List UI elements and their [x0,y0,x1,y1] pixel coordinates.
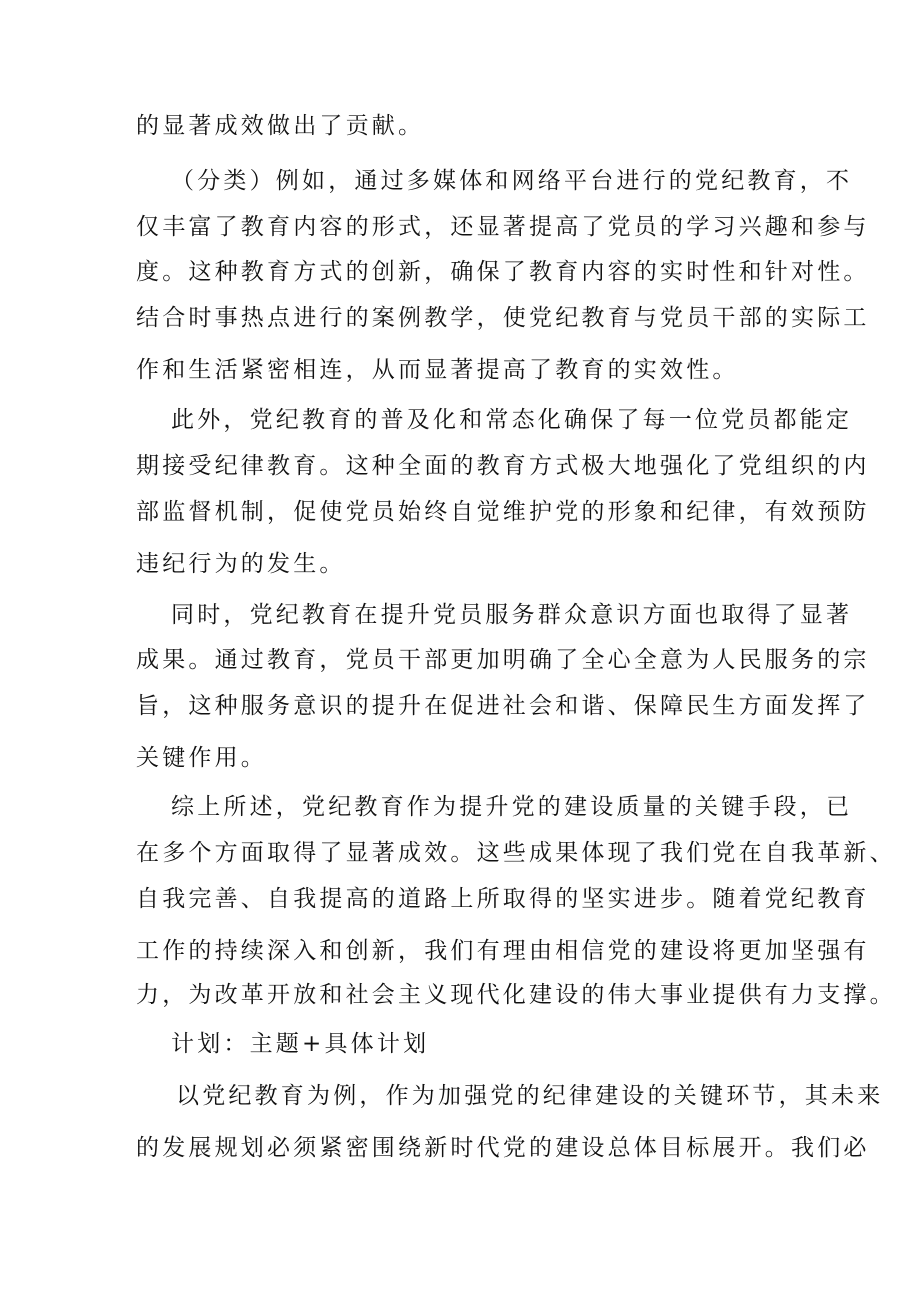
text-line: 期接受纪律教育。这种全面的教育方式极大地强化了党组织的内 [136,453,870,479]
section-heading: 计划：主题+具体计划 [171,1031,430,1057]
text-line: 工作的持续深入和创新，我们有理由相信党的建设将更加坚强有 [136,938,870,964]
text-line: 以党纪教育为例，作为加强党的纪律建设的关键环节，其未来 [176,1083,884,1109]
text-line: 成果。通过教育，党员干部更加明确了全心全意为人民服务的宗 [136,647,870,673]
text-line: 仅丰富了教育内容的形式，还显著提高了党员的学习兴趣和参与 [136,214,870,240]
text-line: 在多个方面取得了显著成效。这些成果体现了我们党在自我革新、 [136,840,896,866]
text-line: 的发展规划必须紧密围绕新时代党的建设总体目标展开。我们必 [136,1135,870,1161]
text-line: 同时，党纪教育在提升党员服务群众意识方面也取得了显著 [171,602,853,628]
text-line: 旨，这种服务意识的提升在促进社会和谐、保障民生方面发挥了 [136,693,870,719]
text-line: 结合时事热点进行的案例教学，使党纪教育与党员干部的实际工 [136,305,870,331]
text-line: 关键作用。 [136,745,267,771]
text-line: 违纪行为的发生。 [136,551,346,577]
text-line: （分类）例如，通过多媒体和网络平台进行的党纪教育，不 [171,168,853,194]
text-line: 自我完善、自我提高的道路上所取得的坚实进步。随着党纪教育 [136,886,870,912]
text-line: 力，为改革开放和社会主义现代化建设的伟大事业提供有力支撑。 [136,982,896,1008]
text-line: 度。这种教育方式的创新，确保了教育内容的实时性和针对性。 [136,259,870,285]
text-line: 的显著成效做出了贡献。 [136,113,425,139]
text-line: 此外，党纪教育的普及化和常态化确保了每一位党员都能定 [171,407,853,433]
text-line: 综上所述，党纪教育作为提升党的建设质量的关键手段，已 [171,794,853,820]
text-line: 作和生活紧密相连，从而显著提高了教育的实效性。 [136,357,739,383]
text-line: 部监督机制，促使党员始终自觉维护党的形象和纪律，有效预防 [136,499,870,525]
